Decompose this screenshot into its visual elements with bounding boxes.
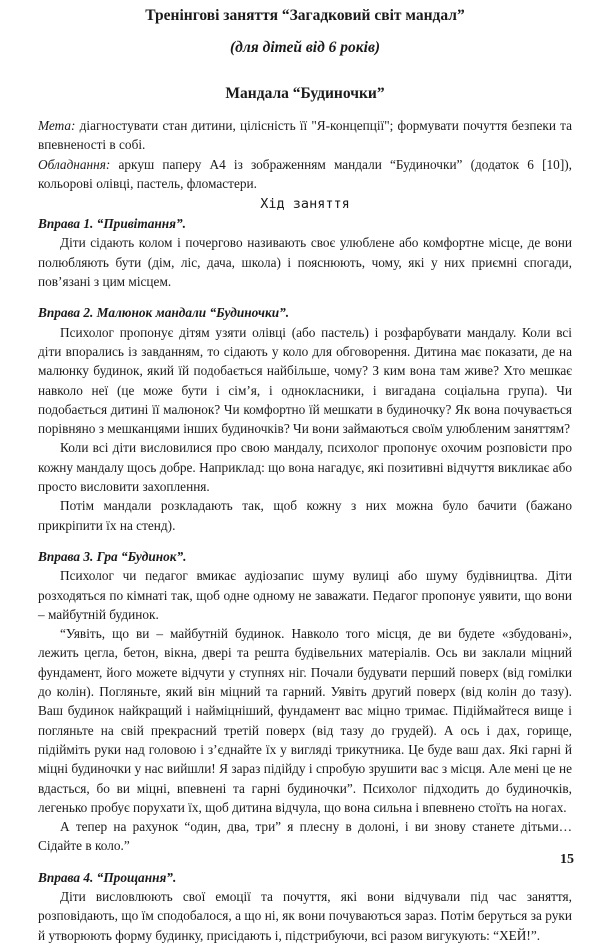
equipment-text: аркуш паперу А4 із зображенням мандали “Будиночки” (додаток 6 [10]), кольорові олівці, пастель, фломастери.	[38, 156, 572, 191]
exercise-1	[38, 214, 572, 291]
exercise-3	[38, 547, 572, 856]
exercise-paragraph: Діти висловлюють свої емоції та почуття, які вони відчували під час заняття, розповідають, що їм сподобалося, а що ні, як вони почуваються зараз. Потім беруться за руки й утворюють форму будинку, присідають і, підстрибуючи, всі разом вигукують: “ХЕЙ!”.	[38, 888, 572, 943]
exercise-2	[38, 303, 572, 535]
exercise-paragraph: Психолог пропонує дітям узяти олівці (або пастель) і розфарбувати мандалу. Коли всі діти впорались із завданням, то сідають у коло для обговорення. Дитина має показати, де на малюнку будинок, який їй подобається найбільше, чому? З ким вона там живе? Хто мешкає навколо неї (це може бути і сім’я, і однокласники, і вигадана соціальна група). Чи подобається дитині її малюнок? Чи комфортно їй мешкати в будиночку? Як вона почувається порівняно з мешканцями інших будиночків? Чи вони займаються своїм улюбленим заняттям?	[38, 324, 572, 437]
course-heading: Хід заняття	[260, 196, 350, 213]
goal-section	[38, 116, 572, 193]
exercise-title: Вправа 2. Малюнок мандали “Будиночки”.	[38, 305, 290, 321]
page-number: 15	[560, 852, 574, 867]
exercise-paragraph: Діти сідають колом і почергово називають своє улюблене або комфортне місце, де вони полюбляють бути (дім, ліс, дача, школа) і пояснюють, чому, які у них приємні спогади, пов’язані з цим місцем.	[38, 235, 572, 290]
exercise-title: Вправа 3. Гра “Будинок”.	[38, 548, 187, 564]
mandala-title: Мандала “Будиночки”	[225, 85, 385, 102]
goal-text: діагностувати стан дитини, цілісність її "Я-концепції"; формувати почуття безпеки та впевненості в собі.	[38, 118, 572, 153]
exercise-paragraph: Коли всі діти висловилися про свою мандалу, психолог пропонує охочим розповісти про кожну мандалу щось добре. Наприклад: що вона нагадує, які позитивні відчуття викликає або просто висловити захоплення.	[38, 440, 572, 495]
exercise-paragraph: Потім мандали розкладають так, щоб кожну з них можна було бачити (бажано прикріпити їх на стенд).	[38, 498, 572, 533]
exercise-4	[38, 868, 572, 945]
equipment-label: Обладнання:	[38, 156, 111, 172]
goal-label: Мета:	[38, 118, 76, 133]
lesson-subtitle: (для дітей від 6 років)	[229, 39, 381, 56]
exercise-paragraph: Психолог чи педагог вмикає аудіозапис шуму вулиці або шуму будівництва. Діти розходяться по кімнаті так, щоб одне одному не заважати. Педагог пропонує уявити, що вони – майбутній будинок.	[38, 568, 572, 622]
lesson-title: Тренінгові заняття “Загадковий світ мандал”	[145, 7, 465, 24]
exercise-title: Вправа 1. “Привітання”.	[38, 216, 186, 232]
exercise-paragraph: “Уявіть, що ви – майбутній будинок. Навколо того місця, де ви будете «збудовані», лежить цегла, бетон, вікна, двері та решта будівельних матеріалів. Ось ви заклали міцний фундамент, його можете відчути у ступнях ніг. Почали будувати перший поверх (від гомілки до колін). Погляньте, який він міцний та гарний. Уявіть другий поверх (від колін до тазу). Ваш будинок найкращий і найміцніший, фундамент вас міцно тримає. Підіймайтеся вище і погляньте на свій прекрасний третій поверх (від тазу до грудей). А ось і дах, горище, підійміть руки над головою і з’єднайте їх у вигляді трикутника. Це буде ваш дах. Які гарні й міцні будиночки у нас вийшли! Я зараз підійду і спробую зрушити вас з місця. Але мені це не вдасться, бо ви міцні, впевнені та гарні будиночки”. Психолог підходить до будиночків, легенько пробує порухати їх, щоб дитина відчула, що вона сильна і впевнено стоїть на ногах.	[38, 626, 572, 815]
document-page	[38, 6, 572, 945]
exercise-paragraph: А тепер на рахунок “один, два, три” я плесну в долоні, і ви знову станете дітьми… Сідайте в коло.”	[38, 819, 572, 854]
exercise-title: Вправа 4. “Прощання”.	[38, 869, 177, 885]
